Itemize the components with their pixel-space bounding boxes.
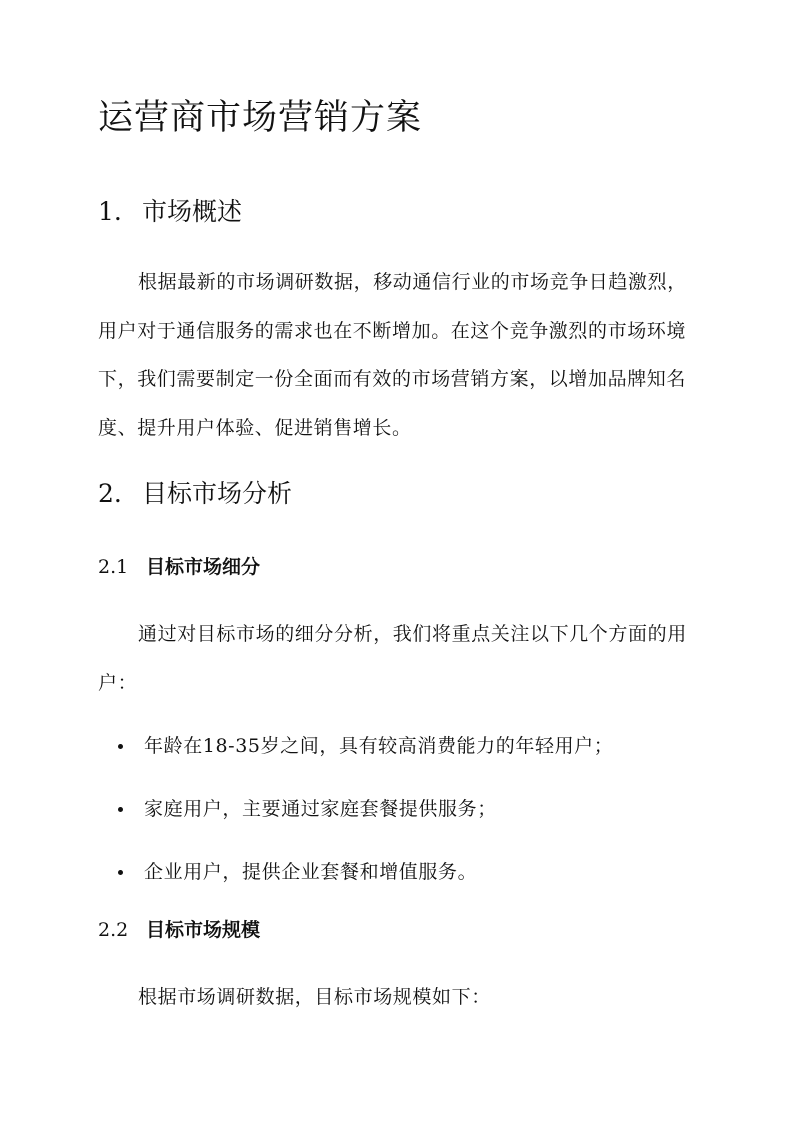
list-item bbox=[98, 732, 704, 795]
subsection-title: 目标市场规模 bbox=[146, 919, 261, 941]
market-overview-paragraph: 根据最新的市场调研数据，移动通信行业的市场竞争日趋激烈，用户对于通信服务的需求也在不断增加。在这个竞争激烈的市场环境下，我们需要制定一份全面而有效的市场营销方案，以增加品牌知名度、提升用户体验、促进销售增长。 bbox=[98, 271, 687, 439]
section-title: 目标市场分析 bbox=[142, 479, 293, 508]
section-heading-market-overview bbox=[98, 194, 242, 230]
list-item bbox=[98, 858, 704, 921]
list-item bbox=[98, 795, 704, 858]
subsection-number: 2.2 bbox=[98, 919, 129, 941]
section-title: 市场概述 bbox=[142, 197, 243, 226]
list-item-text: 企业用户，提供企业套餐和增值服务。 bbox=[144, 861, 478, 883]
section-number: 2. bbox=[98, 479, 122, 508]
document-title: 运营商市场营销方案 bbox=[98, 98, 423, 138]
list-item-text: 家庭用户，主要通过家庭套餐提供服务； bbox=[144, 798, 497, 820]
bullet-icon bbox=[118, 870, 123, 875]
subsection-title: 目标市场细分 bbox=[146, 556, 261, 578]
section-heading-target-market-analysis bbox=[98, 476, 292, 512]
subsection-heading-segmentation bbox=[98, 553, 260, 581]
bullet-icon bbox=[118, 744, 123, 749]
list-item-text: 年龄在18-35岁之间，具有较高消费能力的年轻用户； bbox=[144, 735, 614, 757]
segmentation-bullet-list bbox=[98, 732, 704, 921]
subsection-heading-market-size bbox=[98, 916, 260, 944]
subsection-number: 2.1 bbox=[98, 556, 129, 578]
segmentation-paragraph: 通过对目标市场的细分分析，我们将重点关注以下几个方面的用户： bbox=[98, 623, 687, 694]
market-size-paragraph: 根据市场调研数据，目标市场规模如下： bbox=[138, 986, 491, 1008]
bullet-icon bbox=[118, 807, 123, 812]
section-number: 1. bbox=[98, 197, 122, 226]
